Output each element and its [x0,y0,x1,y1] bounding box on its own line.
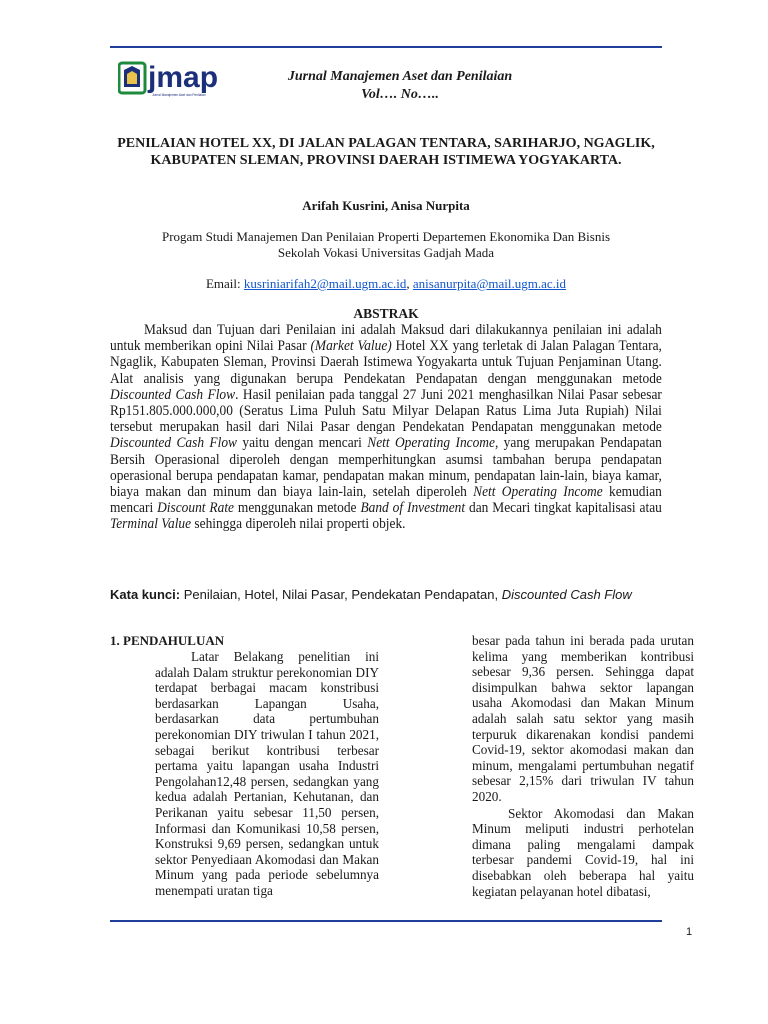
body-paragraph: Sektor Akomodasi dan Makan Minum meliputi industri perhotelan dimana paling mengalami dampak terbesar pandemi Covid-19, hal ini disebabkan oleh beberapa hal yaitu kegiatan pelayanan hotel dibatasi, [472,805,694,899]
email-label: Email: [205,276,244,291]
email-link[interactable]: kusriniarifah2@mail.ugm.ac.id [243,276,407,291]
paper-authors: Arifah Kusrini, Anisa Nurpita [302,198,470,213]
journal-logo [118,60,242,98]
email-separator: , [406,276,413,291]
svg-text:Jurnal Manajemen Aset dan Peni: Jurnal Manajemen Aset dan Penilaian [152,93,206,97]
keywords-italic: Discounted Cash Flow [501,587,632,602]
keywords-label: Kata kunci: [110,587,181,602]
abstract-body: Maksud dan Tujuan dari Penilaian ini adalah Maksud dari dilakukannya penilaian ini adalah untuk memberikan opini Nilai Pasar (Market Value) Hotel XX yang terletak di Jalan Palagan Tentara, Ngaglik, Kabupaten Sleman, Provinsi Daerah Istimewa Yogyakarta untuk Tujuan Penjaminan Utang. Alat analisis yang digunakan berupa Pendekatan Pendapatan dengan menggunakan metode Discounted Cash Flow. Hasil penilaian pada tanggal 27 Juni 2021 menghasilkan Nilai Pasar sebesar Rp151.805.000.000,00 (Seratus Lima Puluh Satu Milyar Delapan Ratus Lima Juta Rupiah) Nilai tersebut merupakan hasil dari Nilai Pasar dengan Pendekatan Pendapatan menggunakan metode Discounted Cash Flow yaitu dengan mencari Nett Operating Income, yang merupakan Pendapatan Bersih Operasional diperoleh dengan memperhitungkan asumsi tambahan berupa pendapatan operasional berupa pendapatan kamar, pendapatan makan minum, pendapatan lain-lain, biaya kamar, biaya makan dan minum dan biaya lain-lain, setelah diperoleh Nett Operating Income kemudian mencari Discount Rate menggunakan metode Band of Investment dan Mecari tingkat kapitalisasi atau Terminal Value sehingga diperoleh nilai properti objek. [110,322,662,533]
journal-volume: Vol…. No….. [361,87,439,102]
header-rule [110,46,662,48]
keywords-line [110,587,662,602]
keywords-text: Penilaian, Hotel, Nilai Pasar, Pendekatan Pendapatan, [180,587,502,602]
abstract-heading: ABSTRAK [353,306,419,321]
email-link[interactable]: anisanurpita@mail.ugm.ac.id [412,276,567,291]
affiliation-line: Sekolah Vokasi Universitas Gadjah Mada [277,245,495,260]
journal-name: Jurnal Manajemen Aset dan Penilaian [287,69,513,84]
body-paragraph: Latar Belakang penelitian ini adalah Dalam struktur perekonomian DIY terdapat berbagai macam konstribusi berdasarkan Lapangan Usaha, berdasarkan data pertumbuhan perekonomian DIY triwulan I tahun 2021, sebagai berikut kontribusi terbesar pertama yaitu lapangan usaha Industri Pengolahan12,48 persen, sedangkan yang kedua adalah Pertanian, Kehutanan, dan Perikanan yaitu sebesar 11,50 persen, Informasi dan Komunikasi 10,58 persen, Konstruksi 9,69 persen, sedangkan untuk sektor Penyediaan Akomodasi dan Makan Minum yang pada periode sebelumnya menempati uratan tiga [155,649,379,898]
email-line [110,276,662,292]
body-paragraph: besar pada tahun ini berada pada urutan kelima yang memberikan kontribusi sebesar 9,36 persen. Sehingga dapat disimpulkan bahwa sektor lapangan usaha Akomodasi dan Makan Minum adalah salah satu sektor yang masih terpuruk dikarenakan kondisi pandemi Covid-19, sektor akomodasi makan dan minum, mengalami pertumbuhan negatif sebesar 2,15% dari triwulan IV tahun 2020. [472,633,694,804]
svg-text:jmap: jmap [148,61,219,94]
jmap-logo-icon [118,60,242,98]
page-number: 1 [686,926,693,938]
paper-title: PENILAIAN HOTEL XX, DI JALAN PALAGAN TENTARA, SARIHARJO, NGAGLIK, KABUPATEN SLEMAN, PROVINSI DAERAH ISTIMEWA YOGYAKARTA. [117,136,655,168]
affiliation-line: Progam Studi Manajemen Dan Penilaian Properti Departemen Ekonomika Dan Bisnis [161,229,611,244]
footer-rule [110,920,662,922]
body-column-left [155,649,379,899]
section-heading: 1. PENDAHULUAN [110,633,225,648]
body-column-right [472,633,694,899]
